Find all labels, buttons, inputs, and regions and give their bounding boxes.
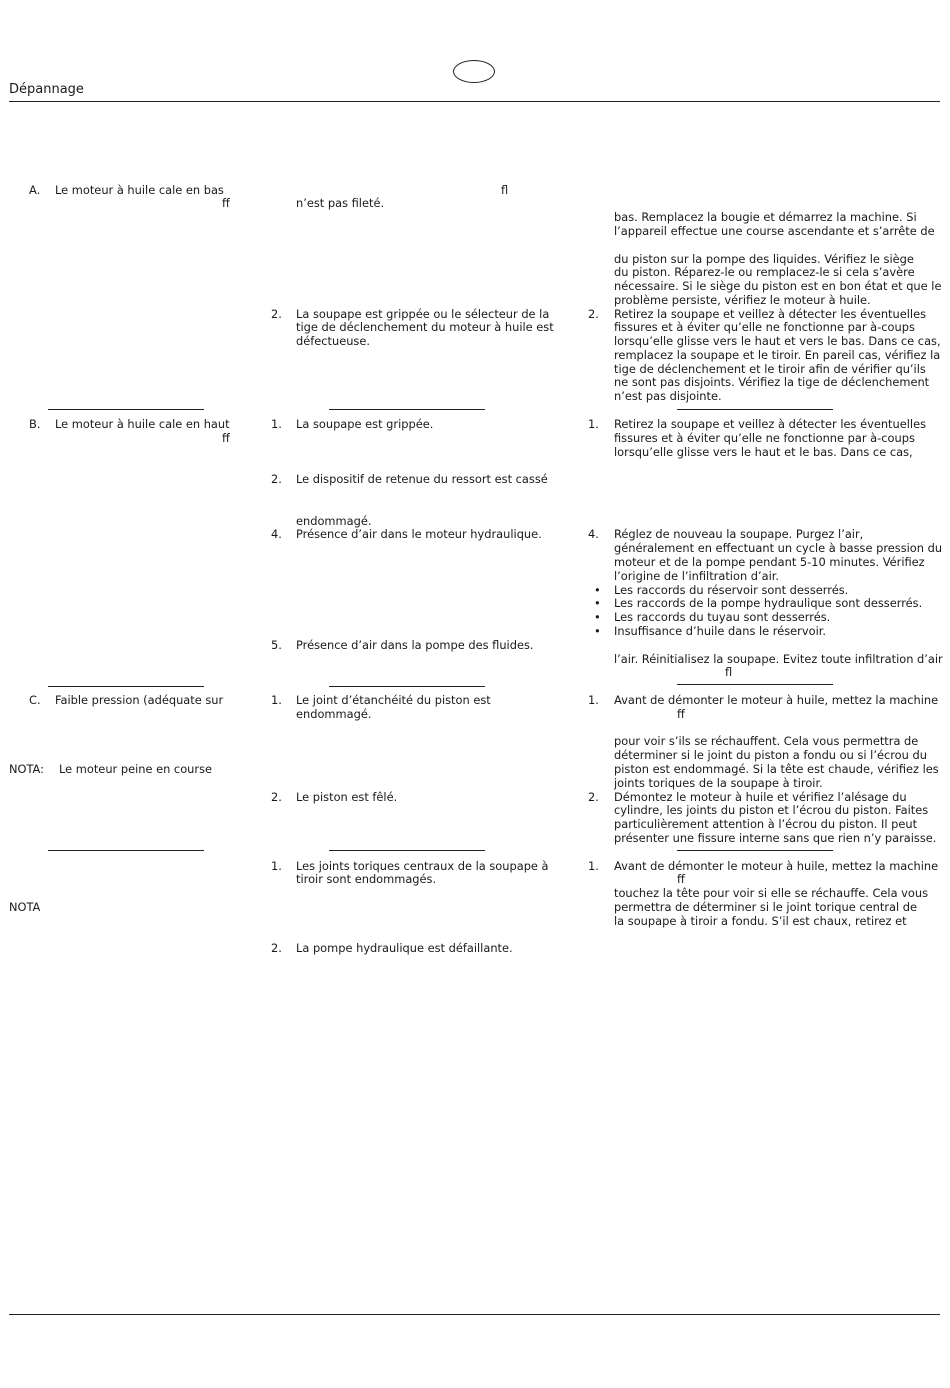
solution-b4-number: 4.	[588, 527, 599, 541]
bullet-marker: •	[594, 610, 601, 624]
cause-b1-text: La soupape est grippée.	[296, 417, 434, 431]
bullet-item-reservoir: Les raccords du réservoir sont desserrés.	[614, 583, 849, 597]
divider-col1-ab	[48, 409, 204, 410]
nota-text: Le moteur peine en course	[59, 762, 213, 776]
solution-b4-line1: Réglez de nouveau la soupape. Purgez l’air,	[614, 527, 864, 541]
solution-a2-line1: Retirez la soupape et veillez à détecter les éventuelles	[614, 307, 927, 321]
cause-d2-text: La pompe hydraulique est défaillante.	[296, 941, 513, 955]
header-rule	[9, 101, 940, 102]
solution-a-line5: nécessaire. Si le siège du piston est en bon état et que le	[614, 279, 942, 293]
cause-c1-line1: Le joint d’étanchéité du piston est	[296, 693, 491, 707]
solution-a-line4: du piston. Réparez-le ou remplacez-le si cela s’avère	[614, 265, 915, 279]
solution-b4-line4: l’origine de l’infiltration d’air.	[614, 569, 780, 583]
problem-a-text: Le moteur à huile cale en bas	[55, 183, 224, 197]
cause-b5-text: Présence d’air dans la pompe des fluides.	[296, 638, 534, 652]
solution-c1-glyph: ﬀ	[677, 707, 685, 721]
solution-b1-number: 1.	[588, 417, 599, 431]
solution-c2-line1: Démontez le moteur à huile et vérifiez l’alésage du	[614, 790, 907, 804]
solution-c1-block-line4: joints toriques de la soupape à tiroir.	[614, 776, 823, 790]
cause-a2-line2: tige de déclenchement du moteur à huile est	[296, 320, 554, 334]
cause-a2-line1: La soupape est grippée ou le sélecteur de la	[296, 307, 550, 321]
divider-col2-ab	[329, 409, 485, 410]
cause-b4-number: 4.	[271, 527, 282, 541]
cause-a2-line3: défectueuse.	[296, 334, 370, 348]
cause-d1-line1: Les joints toriques centraux de la soupape à	[296, 859, 549, 873]
solution-c1-block-line1: pour voir s’ils se réchauffent. Cela vous permettra de	[614, 734, 919, 748]
divider-col2-cd	[329, 850, 485, 851]
solution-a2-line3: lorsqu’elle glisse vers le haut et vers le bas. Dans ce cas,	[614, 334, 941, 348]
bullet-marker: •	[594, 596, 601, 610]
divider-col1-cd	[48, 850, 204, 851]
solution-c1-number: 1.	[588, 693, 599, 707]
cause-a-glyph: ﬂ	[501, 183, 509, 197]
problem-b-glyph: ﬀ	[222, 431, 230, 445]
cause-b4-text: Présence d’air dans le moteur hydraulique.	[296, 527, 542, 541]
cause-a-line: n’est pas fileté.	[296, 196, 385, 210]
bullet-marker: •	[594, 624, 601, 638]
divider-col3-bc	[677, 684, 833, 685]
solution-a2-line4: remplacez la soupape et le tiroir. En pareil cas, vérifiez la	[614, 348, 941, 362]
footer-rule	[9, 1314, 940, 1315]
cause-a2-number: 2.	[271, 307, 282, 321]
solution-d1-block-line2: permettra de déterminer si le joint torique central de	[614, 900, 918, 914]
solution-a2-line7: n’est pas disjointe.	[614, 389, 722, 403]
problem-c-text: Faible pression (adéquate sur	[55, 693, 224, 707]
cause-c1-line2: endommagé.	[296, 707, 372, 721]
solution-a-line1: bas. Remplacez la bougie et démarrez la machine. Si	[614, 210, 917, 224]
solution-c2-line2: cylindre, les joints du piston et l’écrou du piston. Faites	[614, 803, 929, 817]
divider-col3-ab	[677, 409, 833, 410]
problem-c-letter: C.	[29, 693, 41, 707]
solution-c1-block-line3: piston est endommagé. Si la tête est chaude, vérifiez les	[614, 762, 939, 776]
language-badge-oval	[453, 60, 495, 83]
bullet-item-pump: Les raccords de la pompe hydraulique sont desserrés.	[614, 596, 923, 610]
solution-b1-line2: fissures et à éviter qu’elle ne fonctionne par à-coups	[614, 431, 915, 445]
solution-c2-number: 2.	[588, 790, 599, 804]
bullet-item-hose: Les raccords du tuyau sont desserrés.	[614, 610, 831, 624]
solution-d1-line: Avant de démonter le moteur à huile, mettez la machine	[614, 859, 939, 873]
solution-d1-block-line3: la soupape à tiroir a fondu. S’il est chaux, retirez et	[614, 914, 907, 928]
solution-a2-line5: tige de déclenchement et le tiroir afin de vérifier qu’ils	[614, 362, 926, 376]
nota-label: NOTA:	[9, 762, 44, 776]
solution-d1-glyph: ﬀ	[677, 872, 685, 886]
problem-b-text: Le moteur à huile cale en haut	[55, 417, 230, 431]
solution-b1-line1: Retirez la soupape et veillez à détecter les éventuelles	[614, 417, 927, 431]
solution-a-line3: du piston sur la pompe des liquides. Vérifiez le siège	[614, 252, 914, 266]
cause-b1-number: 1.	[271, 417, 282, 431]
solution-d1-number: 1.	[588, 859, 599, 873]
cause-c1-number: 1.	[271, 693, 282, 707]
solution-c2-line3: particulièrement attention à l’écrou du piston. Il peut	[614, 817, 918, 831]
cause-d1-number: 1.	[271, 859, 282, 873]
cause-d1-line2: tiroir sont endommagés.	[296, 872, 437, 886]
solution-b1-line3: lorsqu’elle glisse vers le haut et le bas. Dans ce cas,	[614, 445, 913, 459]
solution-a-line2: l’appareil effectue une course ascendante et s’arrête de	[614, 224, 935, 238]
solution-c1-line: Avant de démonter le moteur à huile, mettez la machine	[614, 693, 939, 707]
cause-d2-number: 2.	[271, 941, 282, 955]
bullet-item-oil: Insuffisance d’huile dans le réservoir.	[614, 624, 826, 638]
page-title: Dépannage	[9, 82, 84, 97]
solution-b5-glyph: ﬂ	[725, 665, 733, 679]
solution-a-line6: problème persiste, vérifiez le moteur à huile.	[614, 293, 871, 307]
divider-col2-bc	[329, 686, 485, 687]
divider-col3-cd	[677, 850, 833, 851]
bullet-marker: •	[594, 583, 601, 597]
problem-a-glyph: ﬀ	[222, 196, 230, 210]
solution-a2-line2: fissures et à éviter qu’elle ne fonctionne par à-coups	[614, 320, 915, 334]
solution-b4-line2: généralement en effectuant un cycle à basse pression du	[614, 541, 943, 555]
solution-a2-line6: ne sont pas disjoints. Vérifiez la tige de déclenchement	[614, 375, 930, 389]
solution-b5-line: l’air. Réinitialisez la soupape. Evitez toute infiltration d’air	[614, 652, 943, 666]
cause-b2-text: Le dispositif de retenue du ressort est cassé	[296, 472, 548, 486]
cause-b2-number: 2.	[271, 472, 282, 486]
cause-b3-text: endommagé.	[296, 514, 372, 528]
solution-c1-block-line2: déterminer si le joint du piston a fondu ou si l’écrou du	[614, 748, 927, 762]
divider-col1-bc	[48, 686, 204, 687]
problem-a-letter: A.	[29, 183, 41, 197]
solution-d1-block-line1: touchez la tête pour voir si elle se réchauffe. Cela vous	[614, 886, 929, 900]
cause-b5-number: 5.	[271, 638, 282, 652]
solution-b4-line3: moteur et de la pompe pendant 5-10 minutes. Vérifiez	[614, 555, 925, 569]
cause-c2-text: Le piston est fêlé.	[296, 790, 398, 804]
solution-a2-number: 2.	[588, 307, 599, 321]
cause-c2-number: 2.	[271, 790, 282, 804]
problem-b-letter: B.	[29, 417, 41, 431]
solution-c2-line4: présenter une fissure interne sans que rien n’y paraisse.	[614, 831, 937, 845]
nota-label: NOTA	[9, 900, 41, 914]
